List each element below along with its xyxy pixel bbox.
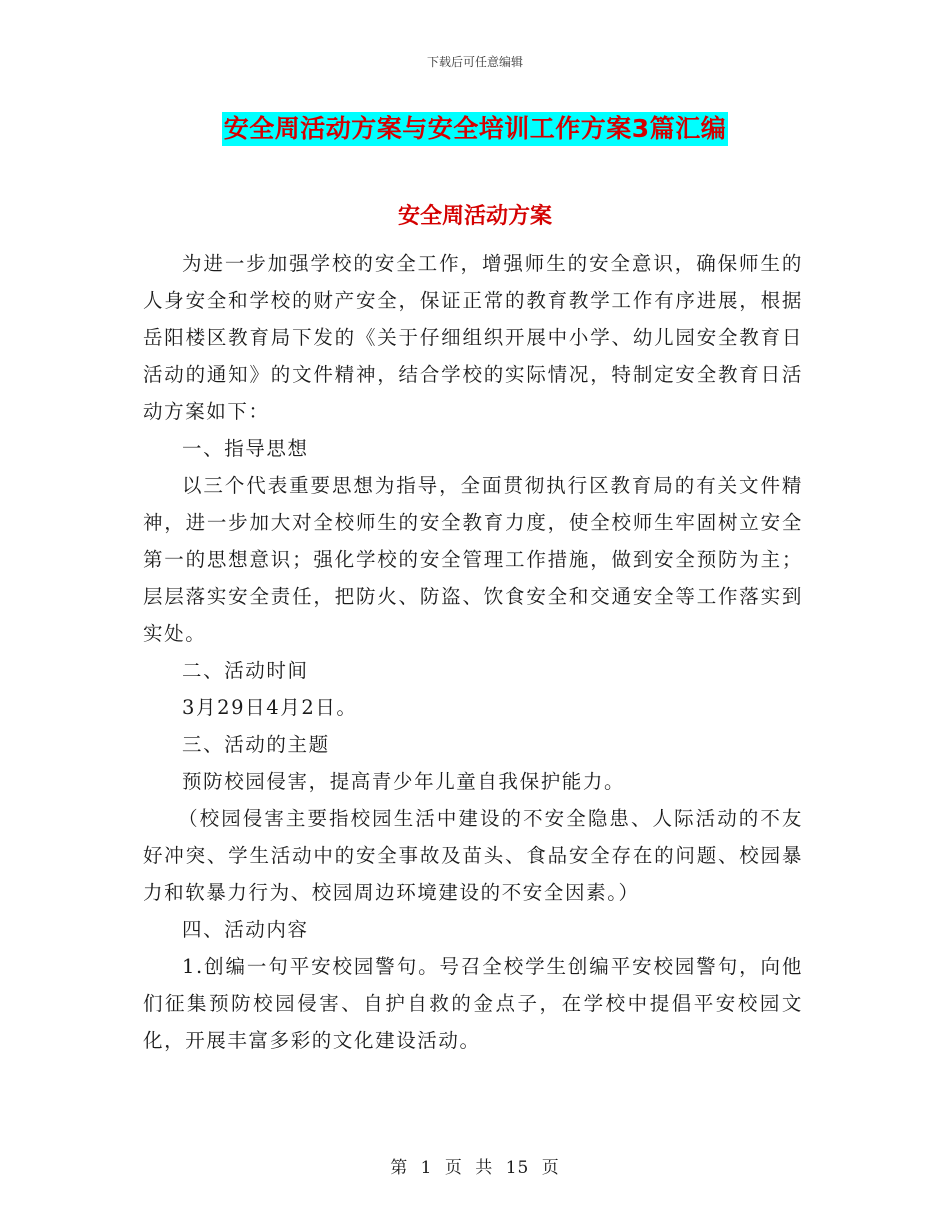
footer-page-total-prefix: 共 xyxy=(475,1158,494,1178)
footer-page-current: 1 xyxy=(420,1158,433,1178)
footer-page-total: 15 xyxy=(505,1158,530,1178)
footer-page-mid: 页 xyxy=(444,1158,463,1178)
heading-activity-time: 二、活动时间 xyxy=(182,659,309,682)
document-main-title: 安全周活动方案与安全培训工作方案3篇汇编 xyxy=(222,112,728,146)
document-body xyxy=(143,245,803,1059)
page-footer xyxy=(0,1153,950,1178)
paragraph-activity-time: 3月29日4月2日。 xyxy=(182,696,358,719)
paragraph-guiding-ideology: 以三个代表重要思想为指导，全面贯彻执行区教育局的有关文件精神，进一步加大对全校师生的安全教育力度，使全校师生牢固树立安全第一的思想意识；强化学校的安全管理工作措施，做到安全预防为主；层层落实安全责任，把防火、防盗、饮食安全和交通安全等工作落实到实处。 xyxy=(143,474,803,645)
footer-page-suffix: 页 xyxy=(541,1158,560,1178)
section-title: 安全周活动方案 xyxy=(397,204,552,229)
footer-page-prefix: 第 xyxy=(390,1158,409,1178)
paragraph-intro: 为进一步加强学校的安全工作，增强师生的安全意识，确保师生的人身安全和学校的财产安全，保证正常的教育教学工作有序进展，根据岳阳楼区教育局下发的《关于仔细组织开展中小学、幼儿园安全教育日活动的通知》的文件精神，结合学校的实际情况，特制定安全教育日活动方案如下： xyxy=(143,252,803,423)
header-note: 下载后可任意编辑 xyxy=(426,55,523,69)
heading-activity-content: 四、活动内容 xyxy=(182,918,309,941)
paragraph-activity-theme: 预防校园侵害，提高青少年儿童自我保护能力。 xyxy=(182,770,626,793)
main-title-container xyxy=(0,112,950,146)
paragraph-content-item-1: 1.创编一句平安校园警句。号召全校学生创编平安校园警句，向他们征集预防校园侵害、自护自救的金点子，在学校中提倡平安校园文化，开展丰富多彩的文化建设活动。 xyxy=(143,955,803,1052)
paragraph-theme-note: （校园侵害主要指校园生活中建设的不安全隐患、人际活动的不友好冲突、学生活动中的安全事故及苗头、食品安全存在的问题、校园暴力和软暴力行为、校园周边环境建设的不安全因素。） xyxy=(143,807,803,904)
heading-activity-theme: 三、活动的主题 xyxy=(182,733,330,756)
heading-guiding-ideology: 一、指导思想 xyxy=(182,437,309,460)
